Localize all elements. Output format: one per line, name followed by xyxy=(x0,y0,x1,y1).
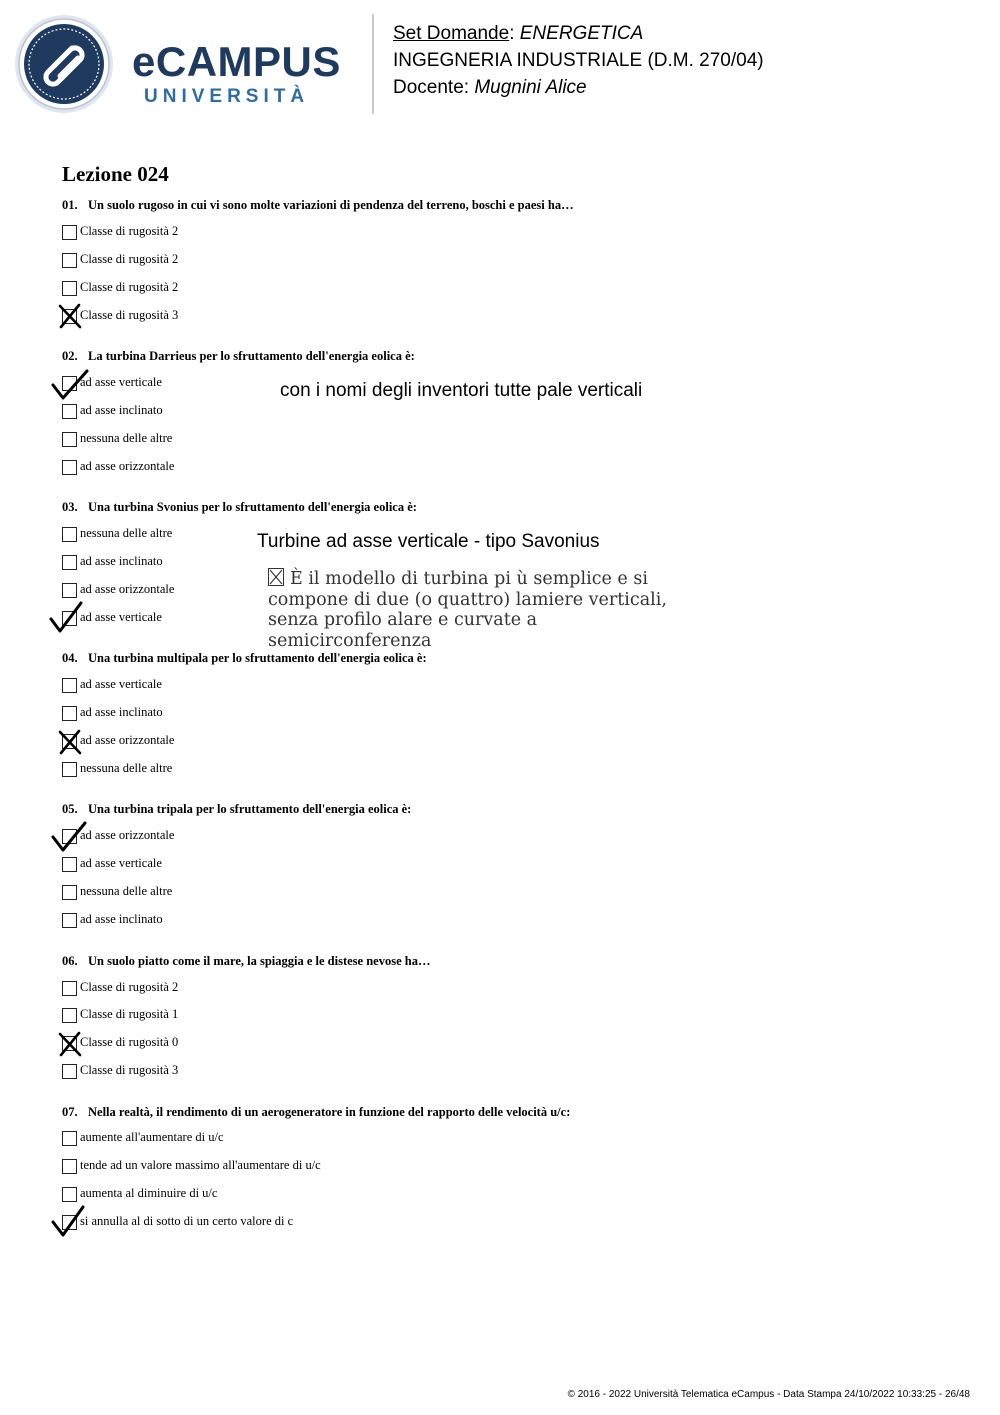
answer-checkbox[interactable] xyxy=(62,376,77,391)
answer-label: ad asse orizzontale xyxy=(80,733,175,747)
answer-checkbox[interactable] xyxy=(62,706,77,721)
answer-checkbox[interactable] xyxy=(62,734,77,749)
answer-checkbox[interactable] xyxy=(62,611,77,626)
answer-label: ad asse orizzontale xyxy=(80,459,175,473)
question-number: 01. xyxy=(62,198,78,212)
answer-label: si annulla al di sotto di un certo valore di c xyxy=(80,1214,294,1228)
question-title xyxy=(62,1105,570,1120)
question-title xyxy=(62,954,430,969)
answer-checkbox[interactable] xyxy=(62,555,77,570)
answer-label: ad asse verticale xyxy=(80,375,162,389)
answer-checkbox[interactable] xyxy=(62,404,77,419)
ecampus-wordmark-logo xyxy=(132,40,354,112)
answer-checkbox[interactable] xyxy=(62,583,77,598)
answer-label: ad asse verticale xyxy=(80,856,162,870)
question-text: Una turbina tripala per lo sfruttamento dell'energia eolica è: xyxy=(88,802,412,816)
checkbox-glyph-icon xyxy=(268,568,284,586)
set-value: ENERGETICA xyxy=(519,23,644,44)
answer-label: nessuna delle altre xyxy=(80,884,173,898)
darrieus-note: con i nomi degli inventori tutte pale verticali xyxy=(280,380,643,401)
question-title xyxy=(62,500,417,515)
question-text: La turbina Darrieus per lo sfruttamento dell'energia eolica è: xyxy=(88,349,415,363)
savonius-description-text: È il modello di turbina pi ù semplice e si compone di due (o quattro) lamiere verticali, senza profilo alare e curvate a semicirconferenza xyxy=(268,569,667,651)
question-number: 04. xyxy=(62,651,78,665)
answer-checkbox[interactable] xyxy=(62,225,77,240)
answer-checkbox[interactable] xyxy=(62,678,77,693)
answer-label: nessuna delle altre xyxy=(80,761,173,775)
answer-label: ad asse orizzontale xyxy=(80,828,175,842)
answer-checkbox[interactable] xyxy=(62,432,77,447)
answer-checkbox[interactable] xyxy=(62,1064,77,1079)
question-title xyxy=(62,802,411,817)
set-label: Set Domande xyxy=(393,23,510,44)
answer-label: nessuna delle altre xyxy=(80,431,173,445)
lesson-title: Lezione 024 xyxy=(62,162,169,186)
question-number: 05. xyxy=(62,802,78,816)
answer-checkbox[interactable] xyxy=(62,857,77,872)
answer-checkbox[interactable] xyxy=(62,1159,77,1174)
answer-label: Classe di rugosità 2 xyxy=(80,980,179,994)
teacher-label: Docente: xyxy=(393,77,470,98)
answer-label: ad asse inclinato xyxy=(80,403,163,417)
savonius-description xyxy=(268,568,688,651)
question-text: Nella realtà, il rendimento di un aerogeneratore in funzione del rapporto delle velocità u/c: xyxy=(88,1105,571,1119)
answer-label: ad asse verticale xyxy=(80,677,162,691)
answer-label: ad asse orizzontale xyxy=(80,582,175,596)
answer-checkbox[interactable] xyxy=(62,762,77,777)
answer-checkbox[interactable] xyxy=(62,1036,77,1051)
answer-label: Classe di rugosità 3 xyxy=(80,1063,179,1077)
answer-label: ad asse inclinato xyxy=(80,705,163,719)
answer-label: Classe di rugosità 2 xyxy=(80,224,179,238)
answer-checkbox[interactable] xyxy=(62,829,77,844)
header-divider xyxy=(372,14,374,114)
answer-checkbox[interactable] xyxy=(62,460,77,475)
savonius-title-note: Turbine ad asse verticale - tipo Savonius xyxy=(257,531,600,552)
answer-label: Classe di rugosità 0 xyxy=(80,1035,179,1049)
answer-label: Classe di rugosità 3 xyxy=(80,308,179,322)
answer-label: tende ad un valore massimo all'aumentare di u/c xyxy=(80,1158,321,1172)
answer-checkbox[interactable] xyxy=(62,253,77,268)
question-number: 06. xyxy=(62,954,78,968)
answer-label: aumente all'aumentare di u/c xyxy=(80,1130,224,1144)
set-line: Set Domande: ENERGETICA xyxy=(393,23,644,44)
question-number: 07. xyxy=(62,1105,78,1119)
question-text: Una turbina multipala per lo sfruttamento dell'energia eolica è: xyxy=(88,651,427,665)
answer-checkbox[interactable] xyxy=(62,1187,77,1202)
answer-checkbox[interactable] xyxy=(62,1131,77,1146)
course-name: INGEGNERIA INDUSTRIALE (D.M. 270/04) xyxy=(393,50,764,71)
question-title xyxy=(62,349,415,364)
answer-label: Classe di rugosità 1 xyxy=(80,1007,179,1021)
answer-label: ad asse verticale xyxy=(80,610,162,624)
answer-checkbox[interactable] xyxy=(62,527,77,542)
answer-checkbox[interactable] xyxy=(62,981,77,996)
answer-checkbox[interactable] xyxy=(62,281,77,296)
answer-label: Classe di rugosità 2 xyxy=(80,252,179,266)
answer-checkbox[interactable] xyxy=(62,309,77,324)
answer-label: ad asse inclinato xyxy=(80,554,163,568)
answer-label: Classe di rugosità 2 xyxy=(80,280,179,294)
question-text: Un suolo rugoso in cui vi sono molte variazioni di pendenza del terreno, boschi e paesi ha… xyxy=(88,198,574,212)
answer-checkbox[interactable] xyxy=(62,885,77,900)
answer-checkbox[interactable] xyxy=(62,1008,77,1023)
teacher-line xyxy=(393,76,587,100)
question-number: 02. xyxy=(62,349,78,363)
answer-checkbox[interactable] xyxy=(62,913,77,928)
answer-label: aumenta al diminuire di u/c xyxy=(80,1186,218,1200)
question-title xyxy=(62,651,427,666)
brand-name: eCAMPUS xyxy=(132,38,341,85)
answer-label: ad asse inclinato xyxy=(80,912,163,926)
question-title xyxy=(62,198,574,213)
answer-checkbox[interactable] xyxy=(62,1215,77,1230)
question-text: Una turbina Svonius per lo sfruttamento dell'energia eolica è: xyxy=(88,500,417,514)
question-text: Un suolo piatto come il mare, la spiaggia e le distese nevose ha… xyxy=(88,954,431,968)
answer-label: nessuna delle altre xyxy=(80,526,173,540)
question-number: 03. xyxy=(62,500,78,514)
page-footer: © 2016 - 2022 Università Telematica eCampus - Data Stampa 24/10/2022 10:33:25 - 26/48 xyxy=(567,1389,970,1400)
brand-subtitle: UNIVERSITÀ xyxy=(144,86,310,107)
teacher-name: Mugnini Alice xyxy=(474,77,587,98)
ecampus-seal-logo xyxy=(14,14,114,114)
